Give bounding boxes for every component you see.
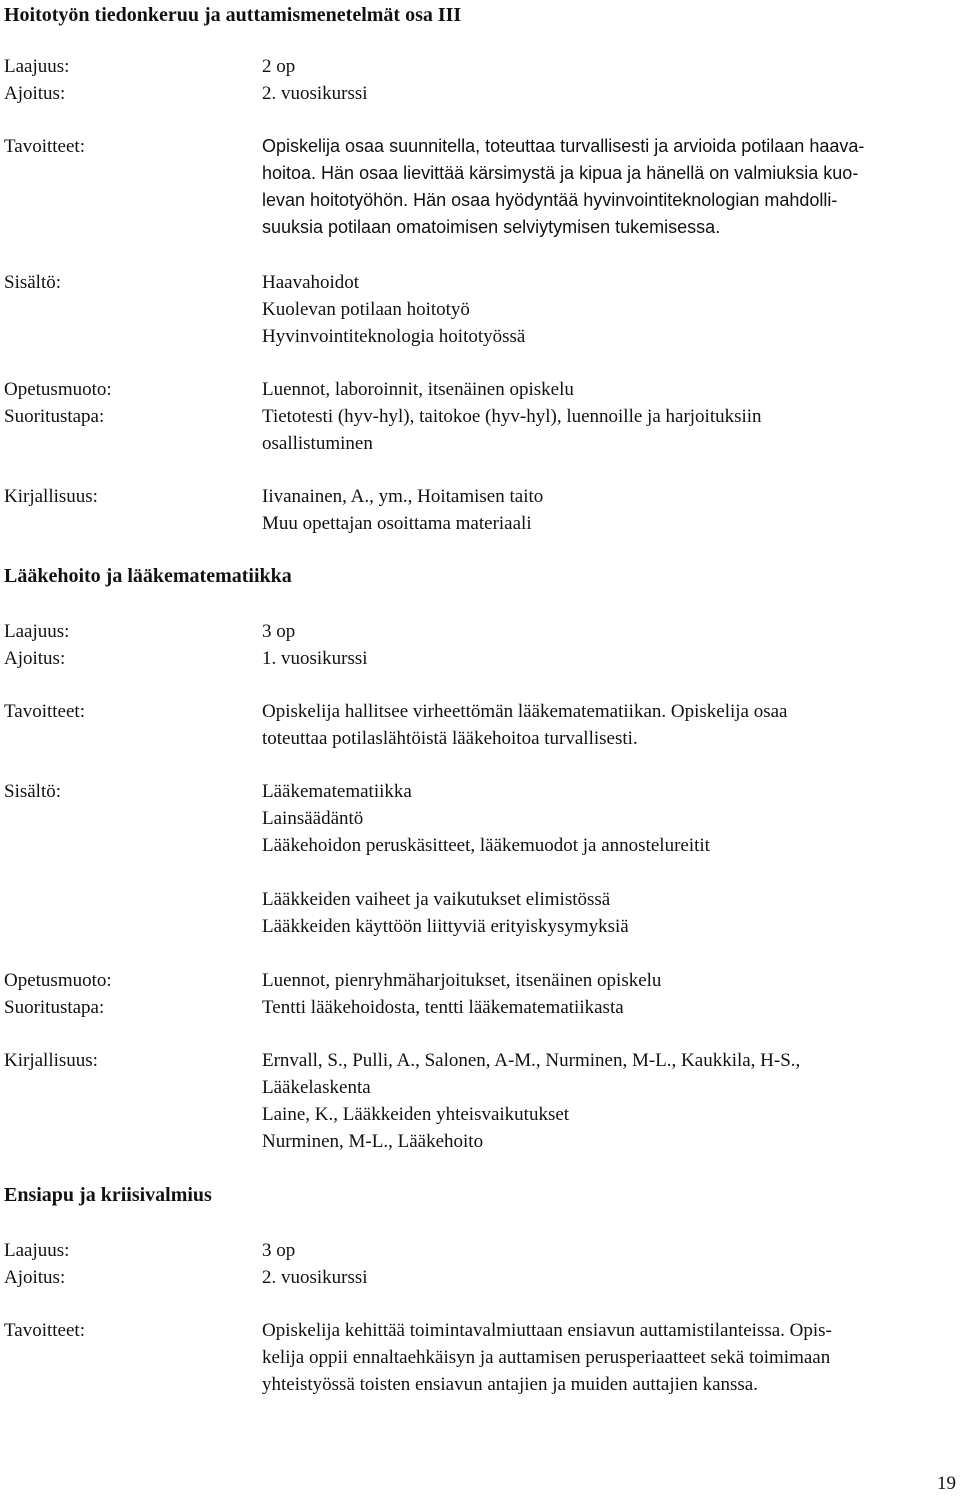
- kirjallisuus-label: Kirjallisuus:: [4, 486, 98, 507]
- ajoitus-value: 2. vuosikurssi: [262, 1267, 368, 1288]
- laajuus-label: Laajuus:: [4, 1240, 70, 1261]
- kirjallisuus-label: Kirjallisuus:: [4, 1050, 98, 1071]
- opetusmuoto-value: Luennot, laboroinnit, itsenäinen opiskelu: [262, 379, 574, 400]
- list-item: Haavahoidot: [262, 272, 360, 293]
- suoritustapa-label: Suoritustapa:: [4, 997, 105, 1018]
- ajoitus-label: Ajoitus:: [4, 1267, 66, 1288]
- ajoitus-value: 1. vuosikurssi: [262, 648, 368, 669]
- laajuus-value: 3 op: [262, 1240, 296, 1261]
- section-title: Ensiapu ja kriisivalmius: [4, 1184, 212, 1206]
- list-item: Kuolevan potilaan hoitotyö: [262, 299, 470, 320]
- ajoitus-value: 2. vuosikurssi: [262, 83, 368, 104]
- list-item: Lainsäädäntö: [262, 808, 364, 829]
- laajuus-label: Laajuus:: [4, 621, 70, 642]
- section-title: Hoitotyön tiedonkeruu ja auttamismenetelmät osa III: [4, 4, 462, 26]
- page-number: 19: [937, 1473, 956, 1494]
- tavoitteet-text: Opiskelija hallitsee virheettömän lääkematematiikan. Opiskelija osaa toteuttaa potilaslähtöistä lääkehoitoa turvallisesti.: [262, 701, 788, 749]
- sisalto-label: Sisältö:: [4, 272, 62, 293]
- kirjallisuus-list: [262, 1047, 954, 1155]
- list-item: Lääkelaskenta: [262, 1077, 371, 1098]
- sisalto-label: Sisältö:: [4, 781, 62, 802]
- suoritustapa-value: Tietotesti (hyv-hyl), taitokoe (hyv-hyl), luennoille ja harjoituksiin osallistuminen: [262, 406, 762, 454]
- suoritustapa-value: Tentti lääkehoidosta, tentti lääkematematiikasta: [262, 997, 624, 1018]
- list-item: Laine, K., Lääkkeiden yhteisvaikutukset: [262, 1104, 570, 1125]
- tavoitteet-text: Opiskelija kehittää toimintavalmiuttaan ensiavun auttamistilanteissa. Opis- kelija oppii ennaltaehkäisyn ja auttamisen perusperiaatteet sekä toimimaan yhteistyössä toisten ensiavun antajien ja muiden auttajien kanssa.: [262, 1320, 832, 1395]
- kirjallisuus-list: [262, 483, 954, 537]
- ajoitus-label: Ajoitus:: [4, 83, 66, 104]
- opetusmuoto-label: Opetusmuoto:: [4, 970, 112, 991]
- list-item: Iivanainen, A., ym., Hoitamisen taito: [262, 486, 544, 507]
- list-item: Lääkematematiikka: [262, 781, 412, 802]
- tavoitteet-label: Tavoitteet:: [4, 701, 85, 722]
- opetusmuoto-value: Luennot, pienryhmäharjoitukset, itsenäinen opiskelu: [262, 970, 662, 991]
- list-item: Nurminen, M-L., Lääkehoito: [262, 1131, 484, 1152]
- laajuus-value: 3 op: [262, 621, 296, 642]
- suoritustapa-label: Suoritustapa:: [4, 406, 105, 427]
- sisalto-list: [262, 778, 954, 859]
- list-item: Ernvall, S., Pulli, A., Salonen, A-M., Nurminen, M-L., Kaukkila, H-S.,: [262, 1050, 801, 1071]
- list-item: Lääkkeiden käyttöön liittyviä erityiskysymyksiä: [262, 916, 629, 937]
- tavoitteet-text: Opiskelija osaa suunnitella, toteuttaa turvallisesti ja arvioida potilaan haava- hoitoa. Hän osaa lievittää kärsimystä ja kipua ja hänellä on valmiuksia kuo- levan hoitotyöhön. Hän osaa hyödyntää hyvinvointiteknologian mahdolli- suuksia potilaan omatoimisen selviytymisen tukemisessa.: [262, 136, 865, 237]
- list-item: Hyvinvointiteknologia hoitotyössä: [262, 326, 526, 347]
- laajuus-value: 2 op: [262, 56, 296, 77]
- sisalto-list: [262, 269, 954, 350]
- ajoitus-label: Ajoitus:: [4, 648, 66, 669]
- list-item: Lääkkeiden vaiheet ja vaikutukset elimistössä: [262, 889, 611, 910]
- sisalto-extra-list: [262, 886, 954, 940]
- list-item: Lääkehoidon peruskäsitteet, lääkemuodot ja annostelureitit: [262, 835, 710, 856]
- list-item: Muu opettajan osoittama materiaali: [262, 513, 532, 534]
- tavoitteet-label: Tavoitteet:: [4, 136, 85, 157]
- opetusmuoto-label: Opetusmuoto:: [4, 379, 112, 400]
- section-title: Lääkehoito ja lääkematematiikka: [4, 565, 292, 587]
- tavoitteet-label: Tavoitteet:: [4, 1320, 85, 1341]
- laajuus-label: Laajuus:: [4, 56, 70, 77]
